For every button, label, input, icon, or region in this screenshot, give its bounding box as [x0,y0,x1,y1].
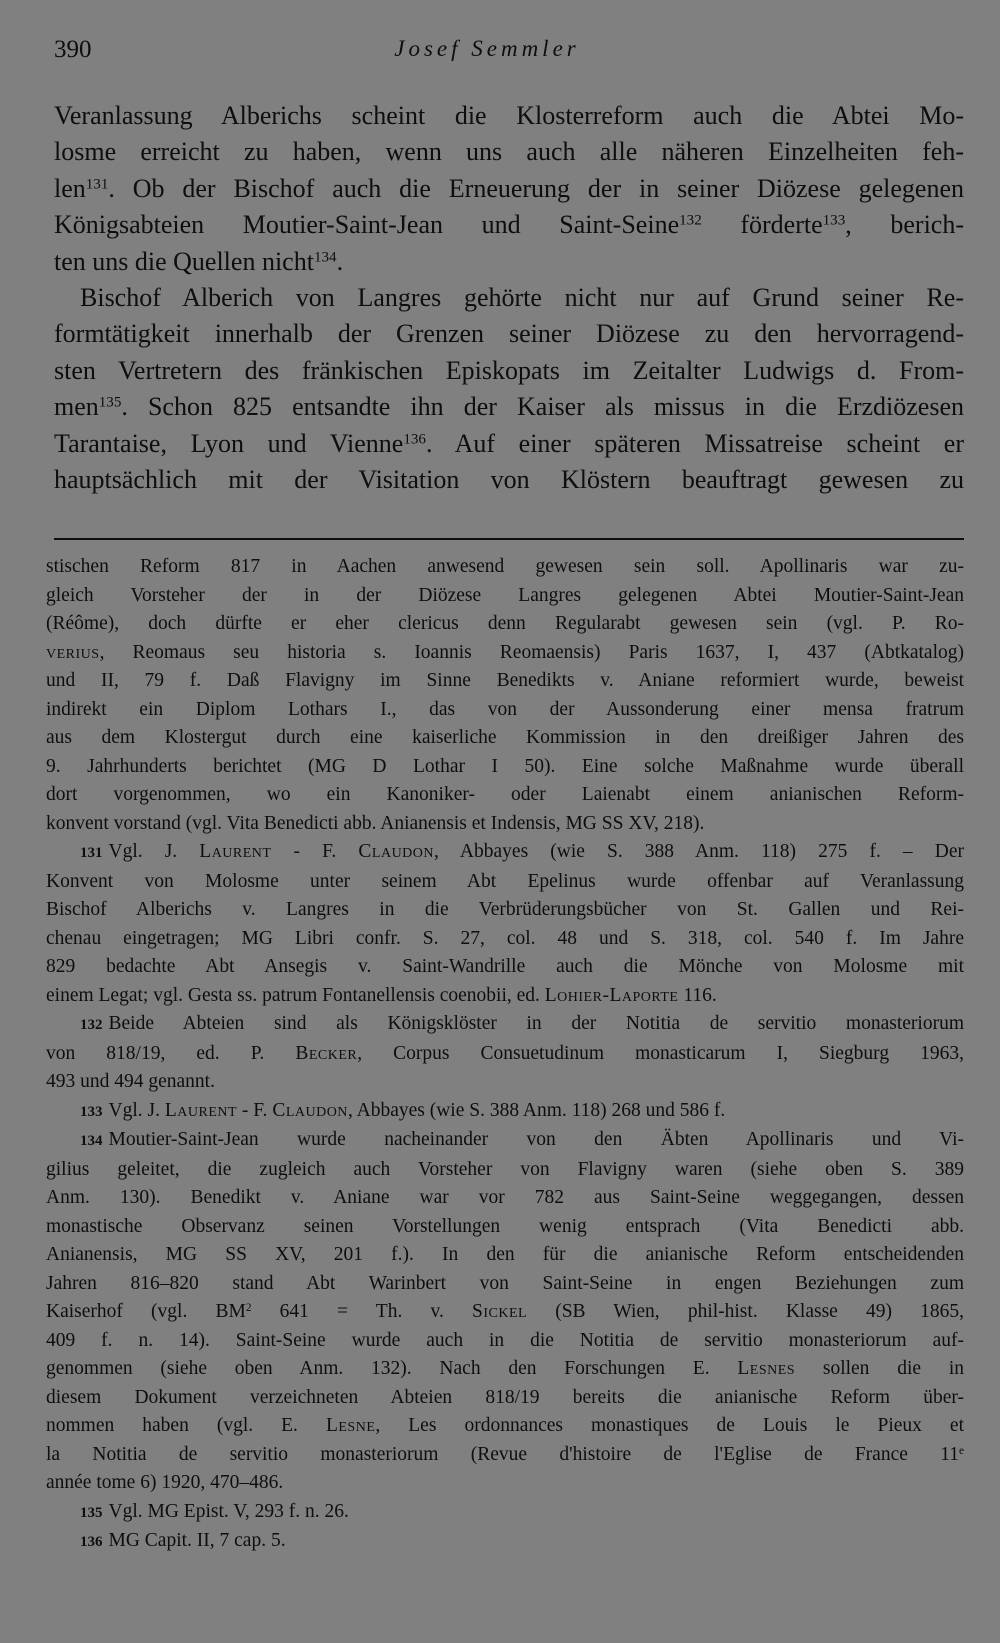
footnote-number: 136 [80,1534,103,1550]
footnote-line: aus dem Klostergut durch eine kaiserliche Kommission in den dreißiger Jahren des [46,727,964,748]
running-head: Josef Semmler [394,36,580,61]
footnote-ref: 136 [403,431,426,448]
footnote-line: indirekt ein Diplom Lothars I., das von der Aussonderung einer mensa fratrum [46,698,964,720]
footnote-line: stischen Reform 817 in Aachen anwesend gewesen sein soll. Apollinaris war zu- [46,556,964,577]
footnote-ref: 134 [313,249,337,266]
footnote-line: Anianensis, MG SS XV, 201 f.). In den für die anianische Reform entscheidenden [46,1244,964,1265]
footnote-divider [54,538,964,540]
footnote-ref: 135 [98,394,122,411]
footnote-line: dort vorgenommen, wo ein Kanoniker- oder Laienabt einem anianischen Reform- [46,784,964,805]
author-name: Laurent [199,841,272,862]
footnote-line: einem Legat; vgl. Gesta ss. patrum Fontanellensis coenobii, ed. Lohier-Laporte 116. [46,984,717,1006]
body-line: ten uns die Quellen nicht$^{134}$. [54,246,344,276]
footnote-number: 132 [80,1017,103,1033]
body-line: sten Vertretern des fränkischen Episkopats im Zeitalter Ludwigs d. From- [54,355,964,385]
footnote-135 [46,1498,964,1528]
author-name: Sickel [472,1301,528,1322]
footnote-131 [46,838,964,1010]
footnote-line: 9. Jahrhunderts berichtet (MG D Lothar I 50). Eine solche Maßnahme wurde überall [46,755,964,777]
footnote-ref: 133 [822,212,846,229]
author-name: Lesne [325,1415,376,1436]
footnote-line: la Notitia de servitio monasteriorum (Revue d'histoire de l'Eglise de France 11e [46,1443,964,1465]
footnote-line: gleich Vorsteher der in der Diözese Langres gelegenen Abtei Moutier-Saint-Jean [46,584,964,606]
footnote-line: 134 Moutier-Saint-Jean wurde nacheinander von den Äbten Apollinaris und Vi- [80,1129,964,1150]
footnote-line: gilius geleitet, die zugleich auch Vorsteher von Flavigny waren (siehe oben S. 389 [46,1158,964,1180]
footnote-line: von 818/19, ed. P. Becker, Corpus Consuetudinum monasticarum I, Siegburg 1963, [46,1042,964,1064]
footnote-132 [46,1010,964,1097]
author-name: Lohier-Laporte [544,984,679,1006]
body-line: formtätigkeit innerhalb der Grenzen seiner Diözese zu den hervorragend- [54,319,964,349]
footnote-line: Konvent von Molosme unter seinem Abt Epelinus wurde offenbar auf Veranlassung [46,870,964,892]
footnote-line: und II, 79 f. Daß Flavigny im Sinne Benedikts v. Aniane reformiert wurde, beweist [46,670,964,691]
footnote-133 [46,1097,964,1127]
footnote-number: 133 [80,1103,103,1120]
footnote-line: genommen (siehe oben Anm. 132). Nach den Forschungen E. Lesnes sollen die in [46,1358,964,1379]
footnote-line: 131 Vgl. J. Laurent - F. Claudon, Abbayes (wie S. 388 Anm. 118) 275 f. – Der [80,841,965,862]
footnote-line: 132 Beide Abteien sind als Königsklöster in der Notitia de servitio monasteriorum [80,1013,964,1034]
footnote-line: nommen haben (vgl. E. Lesne, Les ordonnances monastiques de Louis le Pieux et [46,1415,964,1436]
footnote-line: Anm. 130). Benedikt v. Aniane war vor 782 aus Saint-Seine weggegangen, dessen [46,1187,964,1208]
author-name: Becker [295,1042,358,1064]
footnote-line: diesem Dokument verzeichneten Abteien 818/19 bereits die anianische Reform über- [46,1386,964,1408]
author-name: verius [46,641,100,663]
page-number: 390 [54,36,92,63]
author-name: Claudon [358,841,435,862]
page-header [54,36,960,76]
body-line: Veranlassung Alberichs scheint die Klosterreform auch die Abtei Mo- [54,101,964,130]
footnote-continuation [46,553,964,838]
footnote-line: verius, Reomaus seu historia s. Ioannis Reomaensis) Paris 1637, I, 437 (Abtkatalog) [46,641,964,663]
footnote-line: 133 Vgl. J. Laurent - F. Claudon, Abbayes (wie S. 388 Anm. 118) 268 und 586 f. [80,1099,726,1121]
footnote-ref: 131 [85,176,109,193]
body-line: Tarantaise, Lyon und Vienne$^{136}$. Auf einer späteren Missatreise scheint er [54,428,964,458]
footnote-line: Kaiserhof (vgl. $BM^2$ 641 = Th. v. Sickel (SB Wien, phil-hist. Klasse 49) 1865, [46,1301,964,1322]
body-line: hauptsächlich mit der Visitation von Klöstern beauftragt gewesen zu [54,465,964,495]
body-line: men$^{135}$. Schon 825 entsandte ihn der Kaiser als missus in die Erzdiözesen [54,392,964,422]
footnotes [46,553,964,1557]
main-text [54,98,964,498]
footnote-134 [46,1126,964,1498]
footnote-line: konvent vorstand (vgl. Vita Benedicti abb. Anianensis et Indensis, MG SS XV, 218). [46,812,705,834]
body-line: Bischof Alberich von Langres gehörte nicht nur auf Grund seiner Re- [80,283,964,313]
footnote-line: 135 Vgl. MG Epist. V, 293 f. n. 26. [80,1500,349,1522]
footnote-line: chenau eingetragen; MG Libri confr. S. 27, col. 48 und S. 318, col. 540 f. Im Jahre [46,927,964,949]
footnote-line: Jahren 816–820 stand Abt Warinbert von Saint-Seine in engen Beziehungen zum [46,1272,964,1294]
footnote-line: 493 und 494 genannt. [46,1071,215,1092]
footnote-ref: 132 [679,212,702,229]
body-line: losme erreicht zu haben, wenn uns auch alle näheren Einzelheiten feh- [54,137,964,167]
footnote-line: 409 f. n. 14). Saint-Seine wurde auch in die Notitia de servitio monasteriorum auf- [46,1329,964,1351]
body-line: len$^{131}$. Ob der Bischof auch die Erneuerung der in seiner Diözese gelegenen [54,173,964,203]
footnote-line: année tome 6) 1920, 470–486. [46,1472,284,1493]
footnote-136 [46,1527,964,1557]
footnote-number: 135 [80,1504,103,1521]
footnote-line: 136 MG Capit. II, 7 cap. 5. [80,1530,286,1551]
author-name: Lesnes [737,1358,796,1379]
footnote-line: monastische Observanz seinen Vorstellungen wenig entsprach (Vita Benedicti abb. [46,1215,964,1237]
footnote-number: 131 [80,845,103,861]
footnote-line: Bischof Alberichs v. Langres in die Verbrüderungsbücher von St. Gallen und Rei- [46,899,964,920]
body-line: Königsabteien Moutier-Saint-Jean und Saint-Seine$^{132}$ förderte$^{133}$, berich- [54,210,965,240]
footnote-line: (Réôme), doch dürfte er eher clericus denn Regularabt gewesen sein (vgl. P. Ro- [46,613,964,634]
author-name: Claudon [272,1099,348,1121]
footnote-number: 134 [80,1133,103,1149]
author-name: Laurent [164,1099,238,1121]
footnote-line: 829 bedachte Abt Ansegis v. Saint-Wandrille auch die Mönche von Molosme mit [46,956,964,977]
